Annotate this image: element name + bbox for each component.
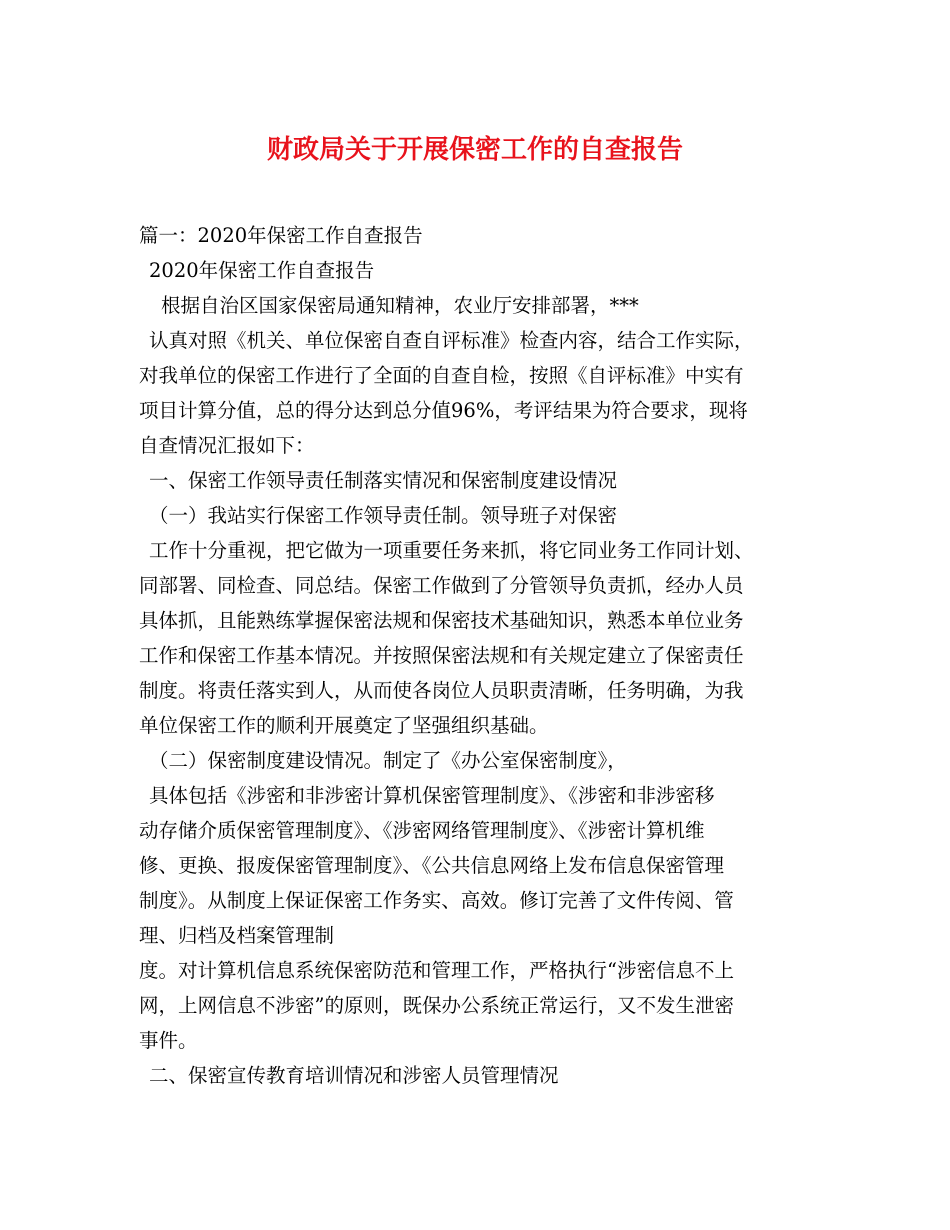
section-heading: 二、保密宣传教育培训情况和涉密人员管理情况 [149, 1064, 559, 1087]
paragraph-line: 网，上网信息不涉密”的原则，既保办公系统正常运行，又不发生泄密 [139, 994, 734, 1017]
paragraph-line: 具体抓，且能熟练掌握保密法规和保密技术基础知识，熟悉本单位业务 [139, 609, 744, 632]
paragraph-line: 度。对计算机信息系统保密防范和管理工作，严格执行“涉密信息不上 [139, 959, 734, 982]
subsection-heading: （二）保密制度建设情况。制定了《办公室保密制度》， [149, 749, 627, 772]
paragraph-line: 对我单位的保密工作进行了全面的自查自检，按照《自评标准》中实有 [139, 364, 744, 387]
document-title: 财政局关于开展保密工作的自查报告 [266, 135, 683, 165]
paragraph-line: 具体包括《涉密和非涉密计算机保密管理制度》、《涉密和非涉密移 [149, 784, 715, 807]
paragraph-line: 认真对照《机关、单位保密自查自评标准》检查内容，结合工作实际， [149, 329, 754, 352]
subtitle-line: 2020年保密工作自查报告 [149, 259, 375, 282]
paragraph-line: 制度。将责任落实到人，从而使各岗位人员职责清晰，任务明确，为我 [139, 679, 744, 702]
paragraph-line: 修、更换、报废保密管理制度》、《公共信息网络上发布信息保密管理 [139, 854, 725, 877]
paragraph-line: 项目计算分值，总的得分达到总分值96%，考评结果为符合要求，现将 [139, 399, 748, 422]
paragraph-line: 同部署、同检查、同总结。保密工作做到了分管领导负责抓，经办人员 [139, 574, 744, 597]
paragraph-line: 根据自治区国家保密局通知精神，农业厅安排部署，*** [161, 294, 639, 317]
paragraph-line: 理、归档及档案管理制 [139, 924, 335, 947]
paragraph-line: 单位保密工作的顺利开展奠定了坚强组织基础。 [139, 714, 549, 737]
document-body [139, 218, 829, 1093]
paragraph-line: 动存储介质保密管理制度》、《涉密网络管理制度》、《涉密计算机维 [139, 819, 705, 842]
paragraph-line: 制度》。从制度上保证保密工作务实、高效。修订完善了文件传阅、管 [139, 889, 734, 912]
paragraph-line: 自查情况汇报如下： [139, 434, 315, 457]
paragraph-line: 工作十分重视，把它做为一项重要任务来抓，将它同业务工作同计划、 [149, 539, 754, 562]
paragraph-line: 工作和保密工作基本情况。并按照保密法规和有关规定建立了保密责任 [139, 644, 744, 667]
subsection-heading: （一）我站实行保密工作领导责任制。领导班子对保密 [149, 504, 618, 527]
paragraph-line: 事件。 [139, 1029, 198, 1052]
section-heading: 篇一：2020年保密工作自查报告 [139, 224, 423, 247]
section-heading: 一、保密工作领导责任制落实情况和保密制度建设情况 [149, 469, 618, 492]
